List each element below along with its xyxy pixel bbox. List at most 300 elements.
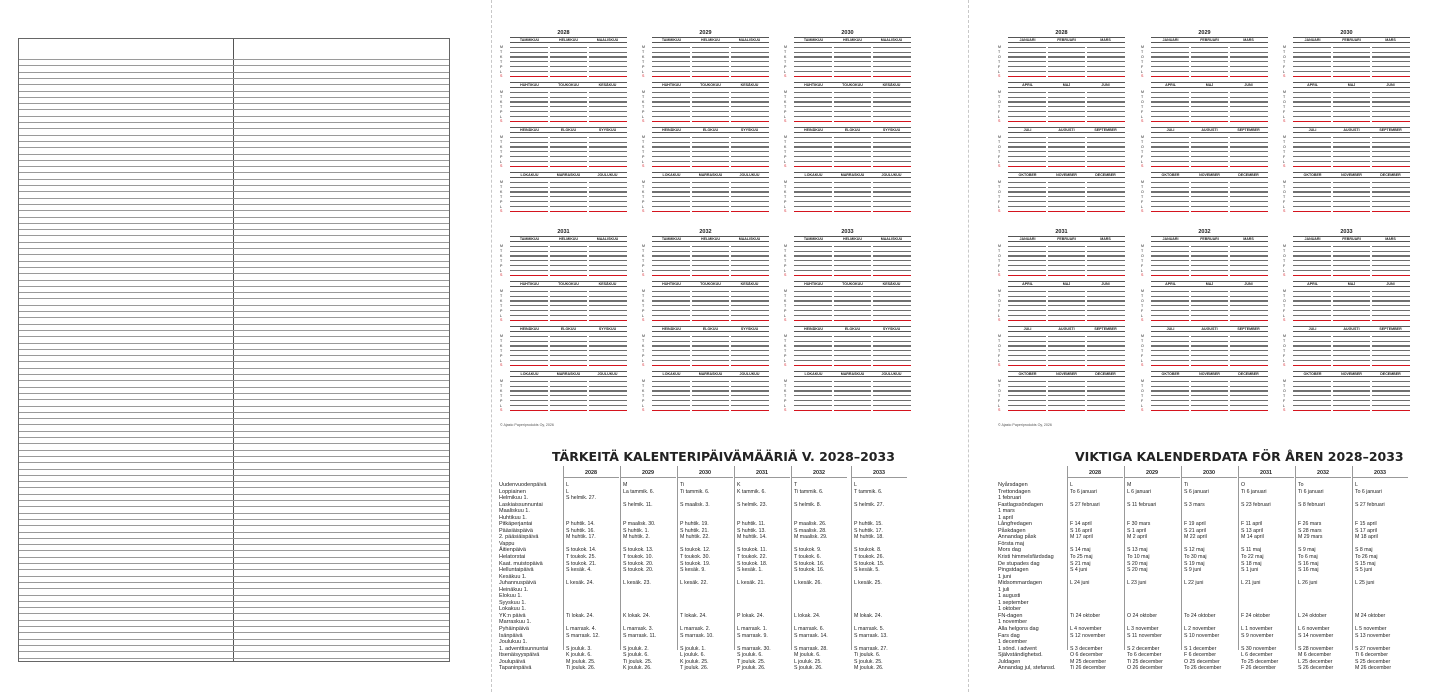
weekday-label: M [784,334,787,338]
day-row [510,270,548,271]
holiday-name: Huhtikuu 1. [499,514,527,521]
weekday-label: L [784,114,786,119]
day-row [589,92,627,93]
day-row [589,142,627,143]
day-row [1087,405,1125,406]
day-row [589,196,627,197]
weekday-label: T [998,184,1001,189]
month-name: JULI [1308,327,1317,331]
day-row [692,76,730,77]
weekday-label: O [998,54,1001,59]
day-row [692,111,730,112]
weekday-column [1283,90,1292,124]
day-row [652,305,690,306]
weekday-label: P [642,64,645,69]
day-row [1372,121,1410,122]
day-row [550,101,588,102]
year-header: 2029 [620,470,676,478]
day-row [1372,187,1410,188]
month-day-grid [873,45,911,81]
day-row [1333,291,1371,292]
weekday-label: T [1141,338,1144,343]
notes-rule-line [19,645,449,646]
month-name: HELMIKUU [843,38,862,42]
weekday-label: S [642,209,645,214]
month-day-grid [1333,180,1371,216]
quarter-band [1141,82,1268,127]
day-row [1151,56,1189,57]
day-row [1008,300,1046,301]
weekday-label: O [1141,189,1144,194]
day-row [510,156,548,157]
quarter-band [1283,37,1410,82]
quarter-band [500,37,627,82]
holiday-date: Ti tammik. 6. [794,488,824,495]
day-row [731,206,769,207]
month-day-grid [1230,334,1268,370]
day-row [794,305,832,306]
weekday-label: T [998,149,1001,154]
day-row [1151,201,1189,202]
day-row [550,187,588,188]
day-row [1048,265,1086,266]
holiday-date: S 5 juni [1355,567,1373,574]
notes-rule-line [19,280,449,281]
day-row [1191,300,1229,301]
holiday-date: S 17 april [1355,527,1377,534]
day-row [1191,255,1229,256]
holiday-date: L [566,488,569,495]
day-row [834,111,872,112]
day-row [873,336,911,337]
day-row [1333,365,1371,366]
month-day-grid [1191,45,1229,81]
year-date-column [680,482,730,672]
day-row [1191,360,1229,361]
day-row [1333,111,1371,112]
day-row [510,211,548,212]
weekday-label: P [642,398,645,403]
day-row [794,255,832,256]
holiday-date: T toukok. 30. [680,554,710,561]
month-day-grid [794,180,832,216]
weekday-label: M [1283,244,1286,248]
quarter-band [1141,172,1268,217]
holiday-date: L marrask. 4. [566,626,597,633]
day-row [731,161,769,162]
day-row [794,52,832,53]
day-row [1191,76,1229,77]
day-row [1293,345,1331,346]
notes-divider [233,39,234,661]
holiday-name: Äitienpäivä [499,547,526,554]
weekday-label: P [500,353,503,358]
day-row [1372,142,1410,143]
day-row [1372,111,1410,112]
weekday-label: T [784,184,787,189]
month-name: HUHTIKUU [804,282,823,286]
holiday-date: To 6 maj [1298,554,1318,561]
day-row [1293,296,1331,297]
month-name: JOULUKUU [881,372,902,376]
day-row [589,395,627,396]
weekday-label: P [500,64,503,69]
notes-rule-line [19,639,449,640]
day-row [1151,265,1189,266]
day-row [550,206,588,207]
holiday-name: Alla helgons dag [998,626,1039,633]
day-row [834,66,872,67]
weekday-label: K [642,253,645,258]
day-row [510,410,548,411]
weekday-label: T [1141,293,1144,298]
day-row [652,291,690,292]
holiday-date: S marrask. 13. [854,632,888,639]
quarter-band [642,37,769,82]
month-name: HEINÄKUU [662,128,681,132]
day-row [1333,182,1371,183]
day-row [731,56,769,57]
day-row [1333,320,1371,321]
month-day-grid [550,379,588,415]
weekday-label: F [998,199,1001,204]
day-row [794,142,832,143]
month-name: LOKAKUU [662,173,681,177]
day-row [510,405,548,406]
day-row [1230,161,1268,162]
holiday-date: S jouluk. 1. [680,645,706,652]
month-name: DECEMBER [1380,372,1401,376]
month-day-grid [652,180,690,216]
day-row [652,71,690,72]
day-row [1293,255,1331,256]
day-row [510,315,548,316]
day-row [1048,350,1086,351]
month-day-grid [873,135,911,171]
weekday-label: T [1283,59,1286,64]
weekday-label: O [1283,253,1286,258]
weekday-label: T [998,303,1001,308]
day-row [873,255,911,256]
day-row [1087,161,1125,162]
holiday-name: YK:n päivä [499,612,526,619]
notes-rule-line [19,374,449,375]
weekday-label: P [784,308,787,313]
holiday-date: Ti jouluk. 26. [566,665,596,672]
day-row [1230,305,1268,306]
quarter-band [1283,326,1410,371]
day-row [1372,255,1410,256]
day-row [1293,66,1331,67]
notes-rule-line [19,97,449,98]
day-row [1191,291,1229,292]
holiday-name: 1 februari [998,495,1022,502]
day-row [550,161,588,162]
notes-rule-line [19,198,449,199]
day-row [1087,360,1125,361]
day-row [1048,121,1086,122]
day-row [1293,381,1331,382]
month-day-grid [1048,289,1086,325]
month-name: LOKAKUU [662,372,681,376]
weekday-column [784,90,793,124]
year-calendar [784,30,911,215]
month-name: TOUKOKUU [842,83,863,87]
holiday-name: Joulupäivä [499,658,526,665]
day-row [1151,61,1189,62]
weekday-label: K [642,343,645,348]
month-name: NOVEMBER [1199,372,1220,376]
day-row [1191,137,1229,138]
day-row [1293,260,1331,261]
day-row [1372,275,1410,276]
calendar-year-label: 2032 [1198,229,1211,235]
month-day-grid [589,45,627,81]
weekday-label: S [1141,363,1144,368]
day-row [1293,196,1331,197]
day-row [873,151,911,152]
month-name: HEINÄKUU [520,327,539,331]
day-row [1333,310,1371,311]
day-row [692,106,730,107]
day-row [1048,156,1086,157]
weekday-label: M [784,379,787,383]
day-row [550,156,588,157]
weekday-label: O [1283,99,1286,104]
weekday-label: T [1141,303,1144,308]
day-row [589,151,627,152]
day-row [1293,305,1331,306]
day-row [1333,381,1371,382]
weekday-label: S [1283,318,1286,323]
day-row [1372,381,1410,382]
day-row [589,315,627,316]
day-row [1372,151,1410,152]
weekday-label: T [500,393,503,398]
day-row [1008,381,1046,382]
day-row [550,146,588,147]
holiday-date: S helmik. 27. [566,495,596,502]
day-row [794,76,832,77]
weekday-label: T [998,59,1001,64]
day-row [652,386,690,387]
day-row [1372,345,1410,346]
day-row [510,56,548,57]
holiday-date: S toukok. 18. [737,560,768,567]
month-day-grid [1151,244,1189,280]
holiday-date: M [1127,482,1132,488]
day-row [510,390,548,391]
weekday-label: O [998,189,1001,194]
day-row [652,137,690,138]
holiday-name: Helmikuu 1. [499,495,529,502]
day-row [1191,381,1229,382]
quarter-band [998,281,1125,326]
day-row [1008,66,1046,67]
weekday-label: T [998,258,1001,263]
calendar-year-label: 2033 [841,229,854,235]
day-row [731,182,769,183]
day-row [589,260,627,261]
holiday-date: S toukok. 13. [623,547,654,554]
holiday-date: M jouluk. 6. [794,652,821,659]
holiday-date: S 27 februari [1355,501,1385,508]
month-name: FEBRUARI [1200,237,1219,241]
weekday-label: O [1141,99,1144,104]
day-row [731,386,769,387]
day-row [834,76,872,77]
weekday-label: K [784,253,787,258]
day-row [731,187,769,188]
weekday-label: F [1283,64,1286,69]
day-row [692,255,730,256]
notes-rule-line [19,267,449,268]
weekday-column [1141,180,1150,214]
day-row [692,305,730,306]
weekday-label: M [500,289,503,293]
holiday-date: L 3 november [1127,626,1159,633]
month-day-grid [1087,135,1125,171]
day-row [1087,111,1125,112]
weekday-label: P [642,109,645,114]
holiday-date: M huhtik. 18. [854,534,884,541]
day-row [1191,355,1229,356]
day-row [1333,106,1371,107]
day-row [1191,296,1229,297]
day-row [873,315,911,316]
day-row [652,92,690,93]
day-row [550,166,588,167]
day-row [731,255,769,256]
day-row [873,142,911,143]
month-name: OKTOBER [1018,372,1037,376]
holiday-date: Ti 6 december [1355,652,1388,659]
day-row [1333,156,1371,157]
holiday-date: T toukok. 26. [854,554,884,561]
month-name: TAMMIKUU [519,38,540,42]
month-day-grid [1151,135,1189,171]
day-row [834,61,872,62]
notes-rule-line [19,658,449,659]
day-row [1151,146,1189,147]
weekday-label: K [642,388,645,393]
day-row [1008,206,1046,207]
weekday-column [642,244,651,278]
day-row [550,390,588,391]
holiday-name: Kaat. muistopäivä [499,560,543,567]
year-calendar [1283,229,1410,414]
weekday-label: F [1141,64,1144,69]
month-name: DECEMBER [1095,372,1116,376]
weekday-label: T [642,104,645,109]
day-row [1293,300,1331,301]
day-row [692,291,730,292]
day-row [589,310,627,311]
day-row [1191,260,1229,261]
month-day-grid [589,244,627,280]
day-row [1293,142,1331,143]
quarter-band [500,127,627,172]
day-row [589,137,627,138]
weekday-label: T [500,104,503,109]
month-name: KESÄKUU [740,282,759,286]
day-row [731,156,769,157]
month-name: HEINÄKUU [804,327,823,331]
day-row [1048,260,1086,261]
day-row [589,76,627,77]
day-row [731,355,769,356]
month-day-grid [731,244,769,280]
day-row [1048,305,1086,306]
holiday-date: S maalisk. 28. [794,527,827,534]
month-day-grid [1087,244,1125,280]
calendar-year-label: 2029 [699,30,712,36]
day-row [1191,395,1229,396]
day-row [794,345,832,346]
day-row [1230,255,1268,256]
day-row [873,300,911,301]
day-row [1333,121,1371,122]
day-row [1230,360,1268,361]
weekday-label: K [784,343,787,348]
month-name: MARS [1385,237,1396,241]
year-date-column [794,482,844,672]
notes-rule-line [19,65,449,66]
month-name: HUHTIKUU [520,83,539,87]
day-row [794,260,832,261]
day-row [731,390,769,391]
holiday-date: S 1 juni [1241,567,1259,574]
day-row [834,97,872,98]
month-name: SYYSKUU [740,327,759,331]
day-row [1333,92,1371,93]
notes-rule-line [19,399,449,400]
holiday-date: L 26 juni [1298,580,1318,587]
month-day-grid [1293,334,1331,370]
day-row [794,61,832,62]
day-row [1230,390,1268,391]
notes-rule-line [19,481,449,482]
weekday-label: F [1283,154,1286,159]
month-day-grid [652,135,690,171]
day-row [692,341,730,342]
day-row [692,182,730,183]
day-row [1008,296,1046,297]
weekday-label: L [784,159,786,164]
weekday-label: O [1141,144,1144,149]
day-row [1372,251,1410,252]
weekday-column [784,289,793,323]
day-row [550,56,588,57]
day-row [873,350,911,351]
day-row [510,191,548,192]
day-row [652,166,690,167]
holiday-date: S 9 juni [1184,567,1202,574]
weekday-label: S [1141,74,1144,79]
notes-rule-line [19,72,449,73]
month-day-grid [589,379,627,415]
day-row [510,121,548,122]
month-day-grid [1372,135,1410,171]
day-row [1048,137,1086,138]
day-row [1293,251,1331,252]
weekday-label: K [500,298,503,303]
weekday-label: M [500,90,503,94]
notes-rule-line [19,431,449,432]
month-name: OKTOBER [1303,372,1322,376]
weekday-label: L [1141,313,1143,318]
year-calendar [784,229,911,414]
